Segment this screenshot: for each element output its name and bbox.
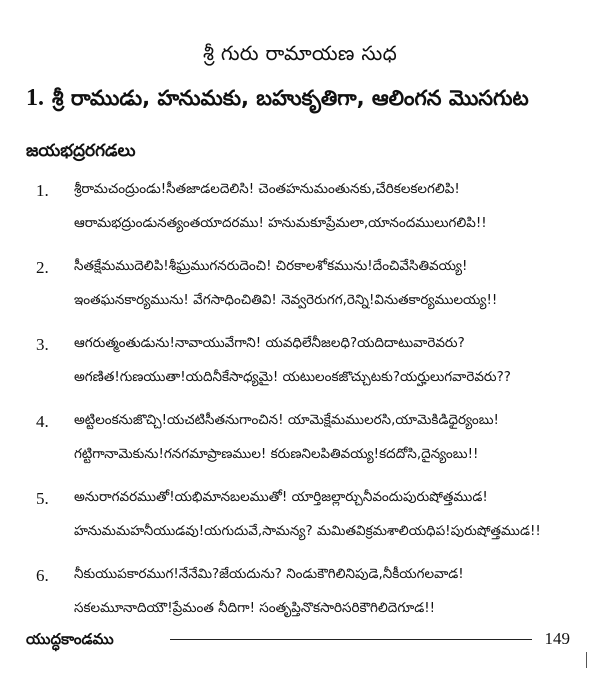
verse-line-1: సీతక్షేమముదెలిపి!శీఘ్రముగనరుదెంచి! చిరకాలశోకమును!దేంచివేసితివయ్య! xyxy=(74,258,468,274)
verse-2 xyxy=(0,255,600,332)
verse-line-1: ఆగరుత్మంతుడును!నావాయువేగాని! యవధిలేనీజలధి?యదిదాటువారెవరు? xyxy=(74,335,465,351)
verse-list xyxy=(0,178,600,640)
chapter-number: 1. xyxy=(26,85,44,111)
verse-number: 6. xyxy=(36,566,49,585)
verse-line-2: అగణిత!గుణయుతా!యదినీకేసాధ్యమై! యటులంకజొచ్చుటకు?యర్హులుగవారెవరు?? xyxy=(74,369,511,385)
verse-4 xyxy=(0,409,600,486)
verse-line-2: ఇంతఘనకార్యమును! వేగసాధించితివి! నెవ్వరెరుగగ,రెన్ని!వినుతకార్యములయ్య!! xyxy=(74,292,498,308)
verse-line-2: ఆరామభద్రుండునత్యంతయాదరము! హనుమకూప్రేమలా,యానందములుగలిపి!! xyxy=(74,215,487,231)
page-number: 149 xyxy=(544,629,570,648)
verse-1 xyxy=(0,178,600,255)
verse-number: 1. xyxy=(36,181,49,200)
verse-line-2: గట్టిగానామెకును!గనగమాప్రాణముల! కరుణనిలపితివయ్య!కదదోసి,దైన్యంబు!! xyxy=(74,446,479,462)
footer-section-name: యుద్ధకాండము xyxy=(26,630,114,648)
verse-line-2: హనుమమహనీయుడవు!యగుదువే,సామన్య? మమితవిక్రమశాలియధిప!పురుషోత్తముడ!! xyxy=(74,523,541,539)
verse-number: 4. xyxy=(36,412,49,431)
verse-number: 2. xyxy=(36,258,49,277)
verse-5 xyxy=(0,486,600,563)
verse-line-1: శ్రీరామచంద్రుండు!సీతజాడలదెలిసి! చెంతహనుమంతునకు,చేరికలకలగలిపి! xyxy=(74,181,460,197)
section-heading: జయభద్రరగడలు xyxy=(26,141,136,161)
verse-line-2: సకలమూనాదియౌ!ప్రేమంత నీదిగా! సంతృప్తినొకసారిసరికౌగిలిదెగూడ!! xyxy=(74,600,436,616)
page-footer xyxy=(0,628,600,654)
verse-number: 5. xyxy=(36,489,49,508)
chapter-heading xyxy=(26,84,586,112)
verse-number: 3. xyxy=(36,335,49,354)
verse-3 xyxy=(0,332,600,409)
chapter-title: శ్రీ రాముడు, హనుమకు, బహుకృతిగా, ఆలింగన మొసగుట xyxy=(52,86,529,110)
verse-line-1: నీకుయుపకారముగ!నేనేమి?జేయదును? నిండుకౌగిలినిపుడె,నీకీయగలవాడ! xyxy=(74,566,464,582)
verse-line-1: అనురాగవరముతో!యభిమానబలముతో! యార్తిజల్లార్చునీవందుపురుషోత్తముడ! xyxy=(74,489,488,505)
footer-divider xyxy=(170,639,532,640)
book-title: శ్రీ గురు రామాయణ సుధ xyxy=(202,41,398,65)
page-edge-mark xyxy=(586,652,587,668)
verse-line-1: అట్టిలంకనుజొచ్చి!యచటిసీతనుగాంచిన! యామెక్షేమములరసి,యామెకిడిధైర్యంబు! xyxy=(74,412,499,428)
